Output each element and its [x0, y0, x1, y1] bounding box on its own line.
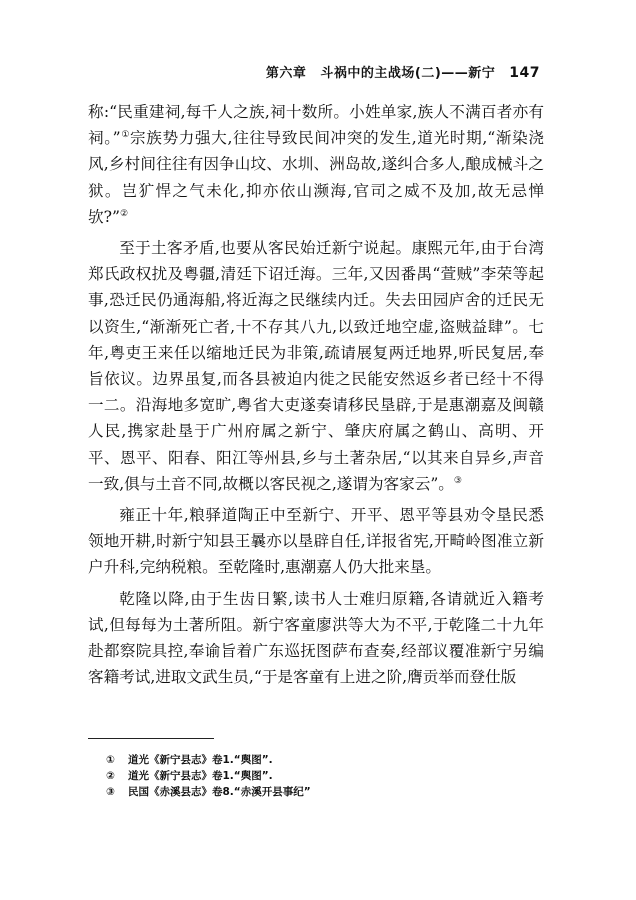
footnote-divider [88, 738, 214, 739]
chapter-title: 斗祸中的主战场(二)——新宁 [320, 66, 496, 81]
paragraph-text: 宗族势力强大,往往导致民间冲突的发生,道光时期,“渐染浇风,乡村间往往有因争山坟、水圳、洲岛故,遂纠合多人,酿成械斗之狱。岂犷悍之气未化,抑亦依山濒海,官司之威不及加,故无忌惮欤?” [88, 129, 544, 226]
paragraph-4 [88, 586, 544, 691]
footnotes [106, 752, 311, 800]
page-number: 147 [509, 65, 540, 81]
paragraph-3 [88, 502, 544, 581]
paragraph-text: 称:“民重建祠,每千人之族,祠十数所。小姓单家,族人不满百者亦有祠。” [88, 103, 544, 148]
footnote-item [106, 752, 311, 768]
paragraph-text: 雍正十年,粮驿道陶正中至新宁、开平、恩平等县劝令垦民悉领地开耕,时新宁知县王曩亦以垦辟自任,详报省宪,开畸岭图准立新户升科,完纳税粮。至乾隆时,惠潮嘉人仍大批来垦。 [88, 506, 544, 577]
footnote-ref[interactable]: ① [120, 130, 131, 141]
footnote-text: 民国《赤溪县志》卷8.“赤溪开县事纪” [128, 786, 311, 798]
footnote-number: ③ [106, 786, 115, 798]
footnote-text: 道光《新宁县志》卷1.“舆图”. [128, 770, 273, 782]
footnote-ref[interactable]: ③ [453, 475, 462, 486]
footnote-ref[interactable]: ② [119, 208, 129, 219]
footnote-text: 道光《新宁县志》卷1.“舆图”. [128, 754, 273, 766]
running-header [266, 62, 540, 81]
footnote-number: ① [106, 754, 115, 766]
paragraph-text: 至于土客矛盾,也要从客民始迁新宁说起。康熙元年,由于台湾郑氏政权扰及粤疆,清廷下诏迁海。三年,又因番禺“萱贼”李荣等起事,恐迁民仍通海船,将近海之民继续内迁。失去田园庐舍的迁民无以资生,“渐渐死亡者,十不存其八九,以致迁地空虚,盗贼益肆”。七年,粤吏王来任以缩地迁民为非策,疏请展复两迁地界,听民复居,奉旨依议。边界虽复,而各县被迫内徙之民能安然返乡者已经十不得一二。沿海地多宽旷,粤省大吏遂奏请移民垦辟,于是惠潮嘉及闽赣人民,携家赴垦于广州府属之新宁、肇庆府属之鹤山、高明、开平、恩平、阳春、阳江等州县,乡与土著杂居,“以其来自异乡,声音一致,俱与土音不同,故概以客民视之,遂谓为客家云”。 [88, 239, 544, 493]
paragraph-1 [88, 99, 544, 230]
footnote-item [106, 768, 311, 784]
paragraph-2 [88, 235, 544, 497]
footnote-item [106, 784, 311, 800]
paragraph-text: 乾隆以降,由于生齿日繁,读书人士难归原籍,各请就近入籍考试,但每每为土著所阻。新宁客童廖洪等大为不平,于乾隆二十九年赴都察院具控,奉谕旨着广东巡抚图萨布查奏,经部议覆准新宁另编客籍考试,进取文武生员,“于是客童有上进之阶,膺贡举而登仕版 [88, 589, 544, 687]
footnote-number: ② [106, 770, 115, 782]
chapter-label: 第六章 [265, 66, 307, 81]
body-text [88, 99, 544, 695]
